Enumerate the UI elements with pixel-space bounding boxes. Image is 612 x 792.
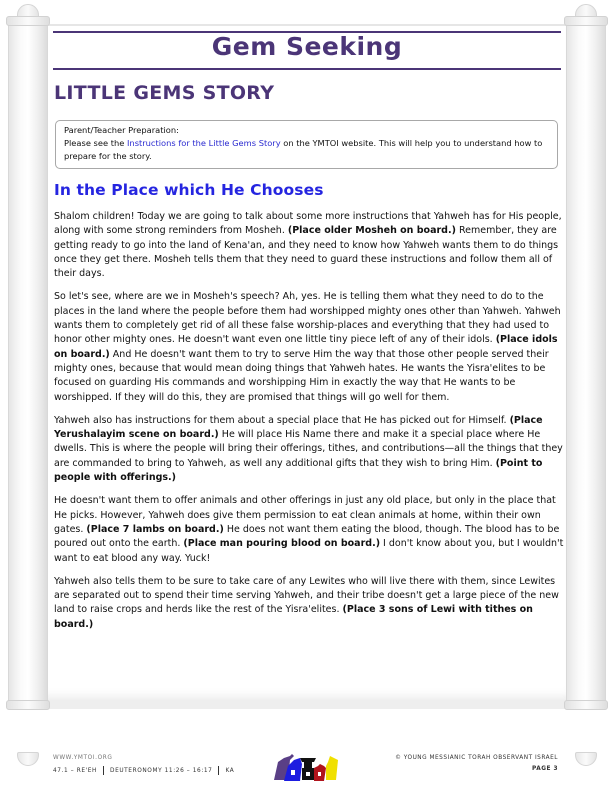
stage-direction: (Place man pouring blood on board.) [183,538,381,550]
preparation-text-start: Please see the [64,138,127,148]
divider [103,766,104,775]
scroll-cap-bottom-right [575,752,597,766]
preparation-box [55,120,558,169]
story-paragraph: Shalom children! Today we are going to talk about some more instructions that Yahweh has for His people, along with some strong reminders from Mosheh. (Place older Mosheh on board.) Remember, they are getting ready to go into the land of Kena'an, and they need to know how Yahweh wants them to do things once they get there. Mosheh tells them that they need to guard these instructions and follow them all of their days. [54,211,562,280]
title-rule-bottom [53,68,561,70]
stage-direction: (Point to people with offerings.) [54,457,543,484]
scripture-reference: DEUTERONOMY 11:26 – 16:17 [110,768,213,774]
stage-direction: (Place 3 sons of Lewi with tithes on board.) [54,604,533,630]
section-heading: In the Place which He Chooses [54,181,324,199]
instructions-link[interactable]: Instructions for the Little Gems Story [126,138,281,148]
footer-references [53,768,234,774]
page-number: PAGE 3 [532,766,558,772]
scroll-rod-right [566,22,606,702]
footer-left [53,755,234,775]
scroll-collar [6,16,50,26]
scroll-collar [6,700,50,710]
stage-direction: (Place 7 lambs on board.) [86,523,224,535]
preparation-heading: Parent/Teacher Preparation: [64,125,179,135]
story-paragraph: So let's see, where are we in Mosheh's speech? Ah, yes. He is telling them what they need to do to the places in the land where the people before them had worshipped mighty ones other than Yahweh. Yahweh wants them to completely get rid of all these false worship-places and everything that they had used to honor other mighty ones. He doesn't want even one little tiny piece left of any of their idols. (Place idols on board.) And He doesn't want them to try to serve Him the way that those other people served their mighty ones, because that would mean doing things that Yahweh hates. He wants the Yisra'elites to be focused on guarding His commands and worshipping Him in exactly the way that He wants to be worshipped. If they will do this, they are promised that things will go well for them. [54,291,561,403]
preparation-text [64,137,549,163]
footer-right [395,755,558,772]
divider [218,766,219,775]
stage-direction: (Place idols on board.) [54,334,558,360]
scroll-collar [564,16,608,26]
stage-direction: (Place older Mosheh on board.) [287,225,456,237]
story-body [54,210,564,641]
lesson-number: 47.1 – RE'EH [53,768,97,774]
scroll-rod-left [8,22,48,702]
story-paragraph: Yahweh also tells them to be sure to take care of any Lewites who will live there with them, since Lewites are separated out to spend their time serving Yahweh, and their tribe doesn't get a large piece of the new land to raise crops and herds like the rest of the Yisra'elites. (Place 3 sons of Lewi with tithes on board.) [54,575,559,630]
scroll-collar [564,700,608,710]
scroll-cap-bottom-left [17,752,39,766]
story-paragraph: Yahweh also has instructions for them about a special place that He has picked out for Himself. (Place Yerushalayim scene on board.) He will place His Name there and make it a special place where He dwells. This is where the people will bring their offerings, tithes, and contributions—all the things that they are commanded to bring to Yahweh, as well any additional gifts that they wish to bring Him. (Point to people with offerings.) [54,414,563,484]
copyright: © YOUNG MESSIANIC TORAH OBSERVANT ISRAEL [395,755,558,761]
page-title: Gem Seeking [211,32,403,61]
preparation-text-end: on the YMTOI website. This will help you to understand how to prepare for the story. [64,138,543,161]
ymtoi-logo-icon [270,750,352,782]
story-paragraph: He doesn't want them to offer animals and other offerings in just any old place, but only in the place that He picks. However, Yahweh does give them permission to eat clean animals at home, within their own gates. (Place 7 lambs on board.) He does not want them eating the blood, though. The blood has to be poured out onto the earth. (Place man pouring blood on board.) I don't know about you, but I wouldn't want to eat blood any way. Yuck! [54,495,564,564]
stage-direction: (Place Yerushalayim scene on board.) [54,414,543,441]
level-code: KA [225,768,235,774]
page-subtitle: LITTLE GEMS STORY [54,82,275,104]
footer-url[interactable]: WWW.YMTOI.ORG [53,755,113,761]
